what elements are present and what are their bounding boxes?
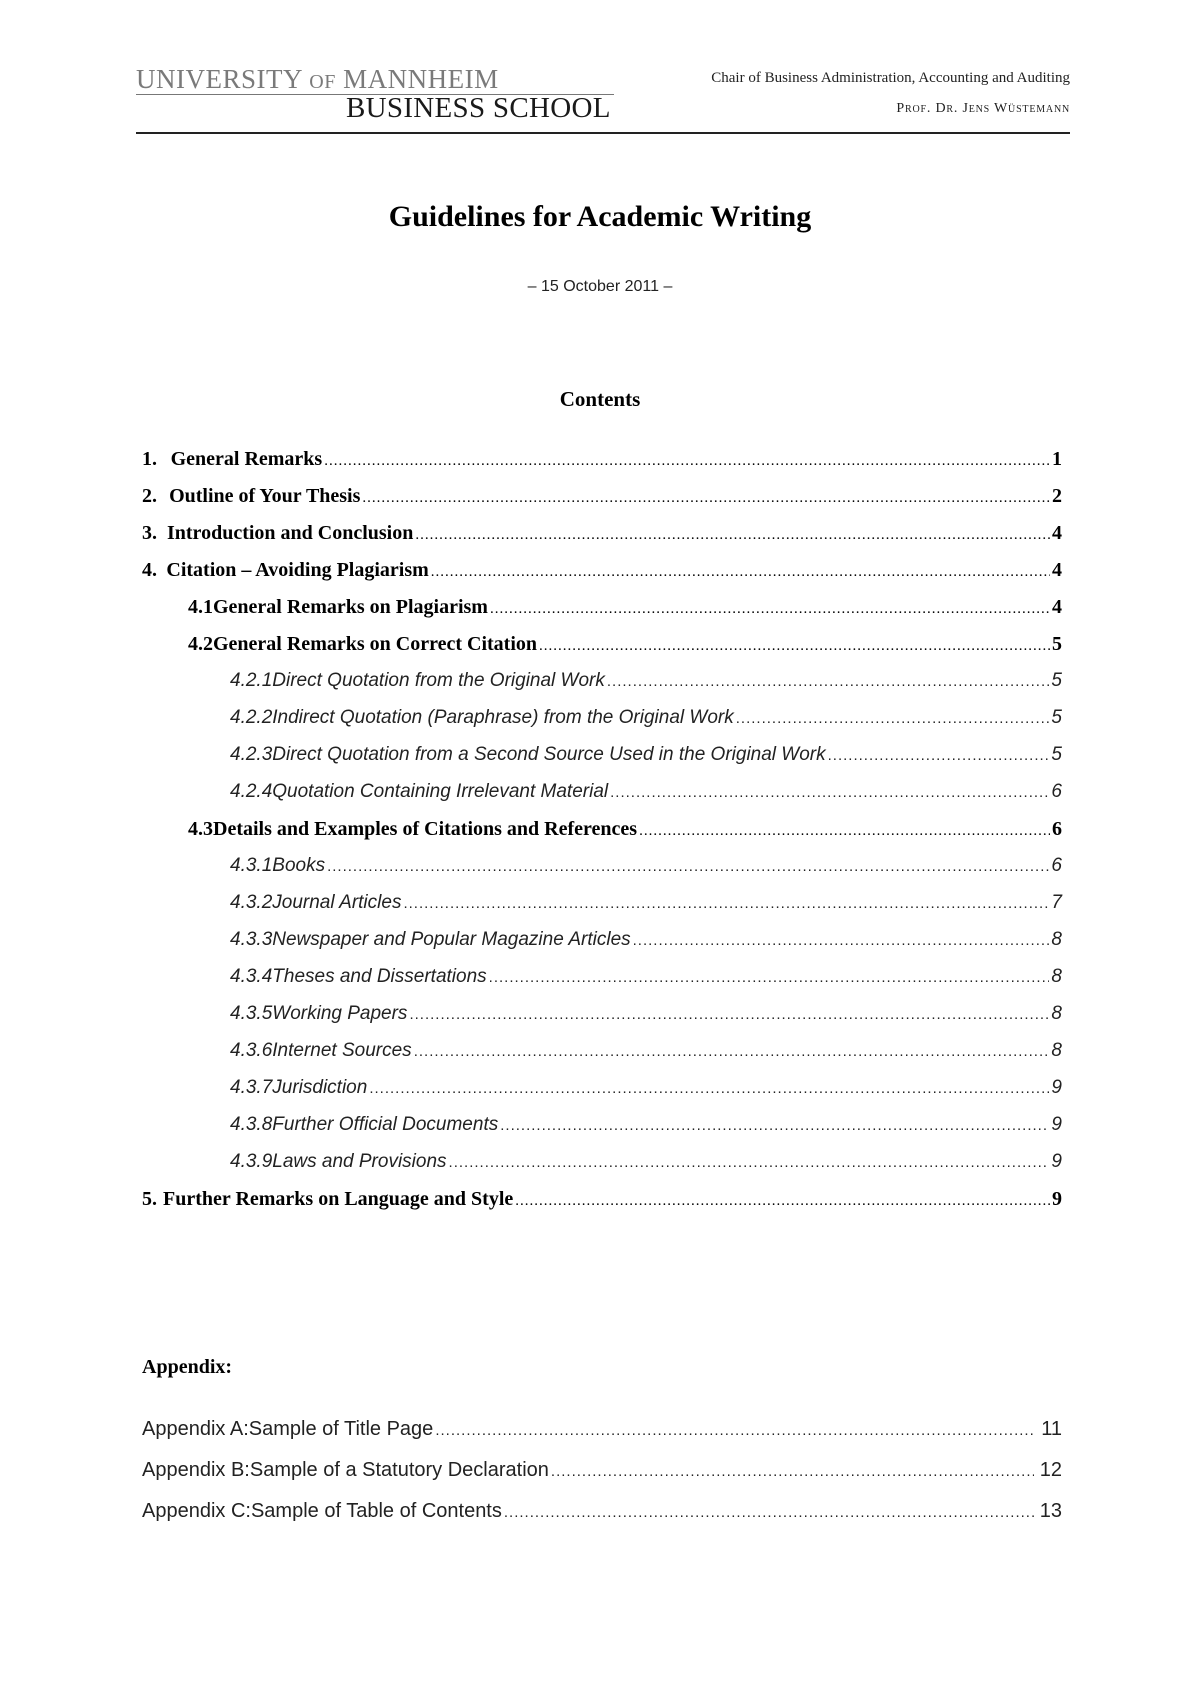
toc-leader-dots: [431, 564, 1050, 581]
toc-page: 4: [1052, 522, 1062, 544]
toc-label: Direct Quotation from a Second Source Used in the Original Work: [272, 744, 826, 765]
toc-label: Working Papers: [272, 1003, 408, 1024]
toc-number: 4.3.7: [230, 1077, 273, 1098]
toc-label: Jurisdiction: [272, 1077, 368, 1098]
toc-leader-dots: [369, 1080, 1049, 1097]
university-logo-line1: [136, 64, 499, 95]
toc-leader-dots: [633, 932, 1050, 949]
toc-number: 4.2.1: [230, 670, 273, 691]
toc-page: 9: [1051, 1151, 1062, 1172]
toc-number: 4.3.9: [230, 1151, 273, 1172]
toc-page: 4: [1052, 596, 1062, 618]
appendix-leader-dots: [435, 1422, 1034, 1439]
toc-leader-dots: [500, 1117, 1049, 1134]
toc-page: 8: [1051, 966, 1062, 987]
toc-page: 5: [1052, 633, 1062, 655]
logo-university-text: UNIVERSITY: [136, 64, 302, 94]
toc-entry[interactable]: [188, 818, 1062, 848]
appendix-entry[interactable]: [142, 1459, 1062, 1482]
toc-label: Laws and Provisions: [272, 1151, 447, 1172]
toc-entry[interactable]: [142, 1188, 1062, 1218]
toc-entry[interactable]: [230, 1040, 1062, 1070]
toc-entry[interactable]: [230, 1077, 1062, 1107]
toc-page: 5: [1051, 670, 1062, 691]
toc-leader-dots: [607, 673, 1050, 690]
toc-leader-dots: [489, 969, 1050, 986]
toc-entry[interactable]: [142, 448, 1062, 478]
toc-page: 7: [1051, 892, 1062, 913]
toc-leader-dots: [610, 784, 1049, 801]
toc-leader-dots: [362, 490, 1050, 507]
toc-number: 4.1: [188, 596, 213, 618]
toc-number: 4.: [142, 559, 157, 581]
toc-number: 4.3.8: [230, 1114, 273, 1135]
toc-leader-dots: [324, 453, 1050, 470]
professor-name: Prof. Dr. Jens Wüstemann: [896, 101, 1070, 116]
toc-number: 4.3.2: [230, 892, 273, 913]
toc-label: General Remarks on Plagiarism: [213, 596, 488, 618]
toc-label: Theses and Dissertations: [272, 966, 487, 987]
toc-page: 6: [1051, 855, 1062, 876]
toc-number: 4.3.3: [230, 929, 273, 950]
toc-number: 2.: [142, 485, 157, 507]
letterhead: [136, 60, 1070, 134]
appendix-label: Sample of Table of Contents: [250, 1500, 502, 1522]
toc-label: Details and Examples of Citations and References: [213, 818, 638, 840]
appendix-heading: Appendix:: [142, 1356, 233, 1378]
toc-number: 1.: [142, 448, 157, 470]
toc-leader-dots: [449, 1154, 1050, 1171]
toc-page: 2: [1052, 485, 1062, 507]
toc-entry[interactable]: [142, 485, 1062, 515]
toc-page: 9: [1051, 1077, 1062, 1098]
toc-page: 6: [1052, 818, 1062, 840]
toc-label: Internet Sources: [272, 1040, 412, 1061]
toc-label: Books: [272, 855, 326, 876]
toc-page: 8: [1051, 1040, 1062, 1061]
toc-number: 4.3.1: [230, 855, 273, 876]
contents-heading: Contents: [559, 387, 641, 411]
toc-page: 8: [1051, 929, 1062, 950]
toc-label: Further Remarks on Language and Style: [163, 1188, 514, 1210]
toc-number: 4.2.3: [230, 744, 273, 765]
toc-entry[interactable]: [230, 1114, 1062, 1144]
toc-label: Newspaper and Popular Magazine Articles: [272, 929, 631, 950]
appendix-entry[interactable]: [142, 1418, 1062, 1441]
toc-leader-dots: [736, 710, 1050, 727]
toc-entry[interactable]: [230, 744, 1062, 774]
toc-label: Citation – Avoiding Plagiarism: [166, 559, 429, 581]
toc-label: Further Official Documents: [272, 1114, 499, 1135]
toc-number: 4.3.6: [230, 1040, 273, 1061]
toc-leader-dots: [539, 638, 1050, 655]
appendix-page: 13: [1039, 1500, 1062, 1522]
document-date: – 15 October 2011 –: [527, 278, 673, 295]
toc-entry[interactable]: [142, 522, 1062, 552]
toc-leader-dots: [828, 747, 1050, 764]
appendix-id: Appendix A:: [142, 1418, 249, 1440]
toc-page: 9: [1052, 1188, 1062, 1210]
toc-entry[interactable]: [230, 929, 1062, 959]
appendix-page: 12: [1039, 1459, 1062, 1481]
logo-of-text: OF: [309, 71, 336, 93]
appendix-label: Sample of Title Page: [248, 1418, 434, 1440]
toc-label: General Remarks on Correct Citation: [213, 633, 538, 655]
toc-number: 3.: [142, 522, 157, 544]
appendix-leader-dots: [551, 1463, 1034, 1480]
toc-number: 4.2.4: [230, 781, 273, 802]
toc-entry[interactable]: [230, 892, 1062, 922]
toc-page: 5: [1051, 707, 1062, 728]
toc-leader-dots: [409, 1006, 1049, 1023]
appendix-leader-dots: [504, 1504, 1034, 1521]
toc-entry[interactable]: [230, 1003, 1062, 1033]
toc-page: 4: [1052, 559, 1062, 581]
toc-entry[interactable]: [188, 596, 1062, 626]
toc-leader-dots: [415, 527, 1050, 544]
toc-page: 6: [1051, 781, 1062, 802]
toc-label: Quotation Containing Irrelevant Material: [272, 781, 609, 802]
toc-number: 4.3.4: [230, 966, 273, 987]
toc-label: Direct Quotation from the Original Work: [272, 670, 605, 691]
header-rule: [136, 132, 1070, 134]
toc-label: General Remarks: [170, 448, 323, 470]
toc-number: 4.2: [188, 633, 213, 655]
appendix-page: 11: [1041, 1418, 1062, 1440]
toc-label: Outline of Your Thesis: [169, 485, 361, 507]
toc-label: Indirect Quotation (Paraphrase) from the Original Work: [272, 707, 734, 728]
toc-number: 4.3.5: [230, 1003, 273, 1024]
toc-entry[interactable]: [230, 670, 1062, 700]
toc-entry[interactable]: [142, 559, 1062, 589]
toc-number: 4.3: [188, 818, 213, 840]
chair-name: Chair of Business Administration, Accounting and Auditing: [711, 70, 1070, 86]
toc-number: 5.: [142, 1188, 157, 1210]
toc-number: 4.2.2: [230, 707, 273, 728]
business-school-logo-text: BUSINESS SCHOOL: [346, 92, 611, 124]
toc-leader-dots: [327, 858, 1049, 875]
toc-entry[interactable]: [230, 707, 1062, 737]
toc-leader-dots: [515, 1193, 1050, 1210]
toc-entry[interactable]: [230, 781, 1062, 811]
appendix-id: Appendix C:: [142, 1500, 251, 1522]
toc-page: 5: [1051, 744, 1062, 765]
toc-page: 8: [1051, 1003, 1062, 1024]
appendix-id: Appendix B:: [142, 1459, 250, 1481]
toc-leader-dots: [490, 601, 1050, 618]
toc-label: Journal Articles: [272, 892, 402, 913]
toc-leader-dots: [639, 823, 1050, 840]
toc-entry[interactable]: [188, 633, 1062, 663]
appendix-label: Sample of a Statutory Declaration: [249, 1459, 549, 1481]
toc-leader-dots: [403, 895, 1049, 912]
toc-page: 9: [1051, 1114, 1062, 1135]
document-title: Guidelines for Academic Writing: [388, 200, 812, 233]
toc-entry[interactable]: [230, 1151, 1062, 1181]
toc-entry[interactable]: [230, 966, 1062, 996]
toc-entry[interactable]: [230, 855, 1062, 885]
toc-label: Introduction and Conclusion: [166, 522, 414, 544]
toc-page: 1: [1052, 448, 1062, 470]
toc-leader-dots: [414, 1043, 1050, 1060]
logo-mannheim-text: MANNHEIM: [343, 64, 499, 94]
appendix-entry[interactable]: [142, 1500, 1062, 1523]
